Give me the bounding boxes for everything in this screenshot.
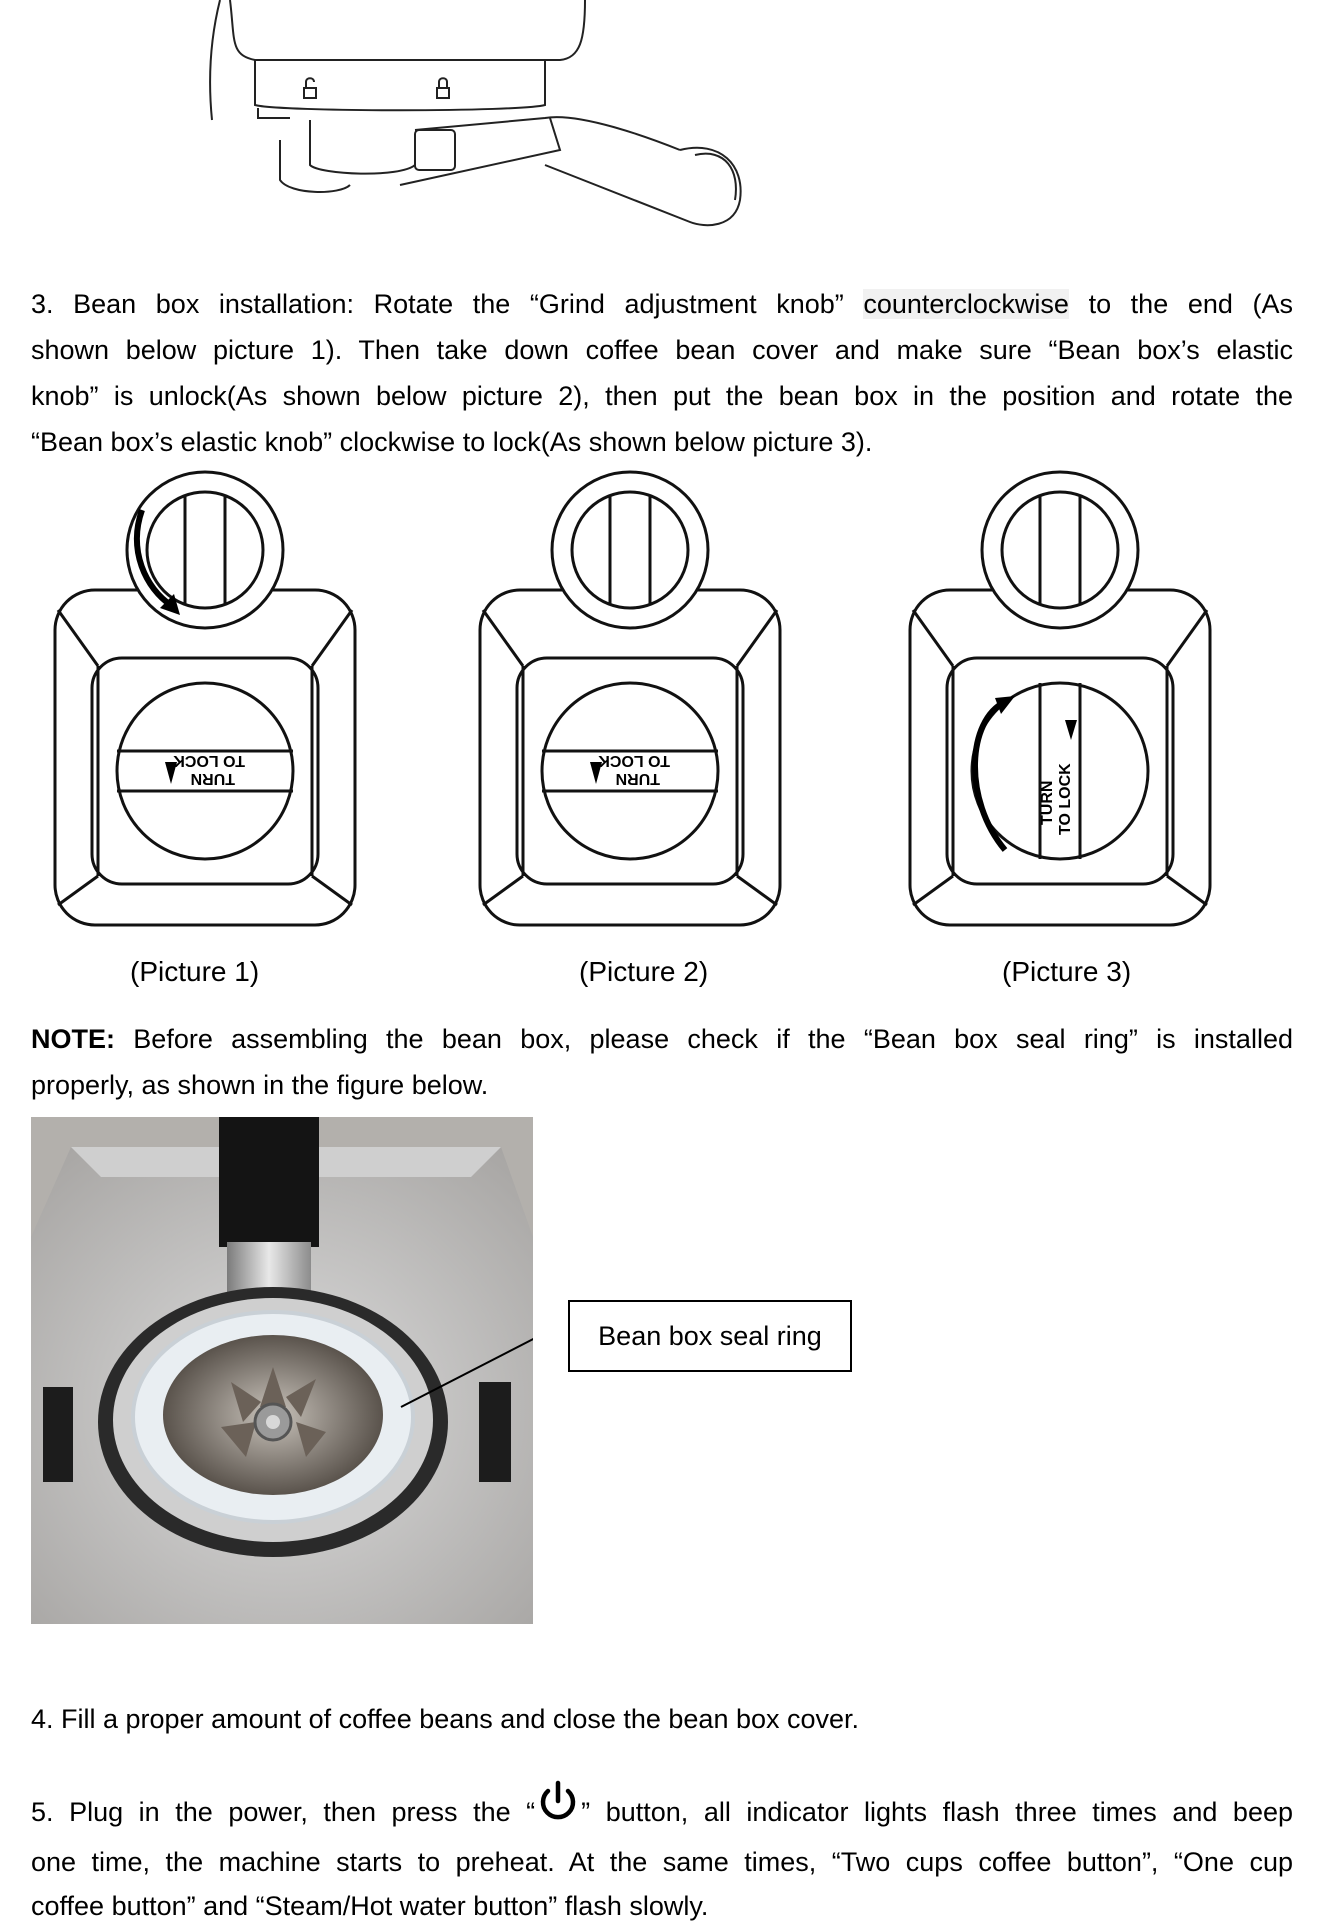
note-line-2: properly, as shown in the figure below.	[31, 1070, 489, 1100]
section-3-line-1: 3. Bean box installation: Rotate the “Grind adjustment knob” counterclockwise to the end (As	[31, 289, 1293, 319]
power-icon	[535, 1779, 581, 1825]
knob-label-line-1: TURN	[190, 770, 235, 787]
section-3-line-3: knob” is unlock(As shown below picture 2), then put the bean box in the position and rotate the	[31, 381, 1293, 411]
diagram-picture-1	[55, 472, 355, 925]
diagram-picture-2	[480, 472, 780, 925]
caption-picture-1: (Picture 1)	[130, 956, 260, 987]
step-5-line-2: one time, the machine starts to preheat. At the same times, “Two cups coffee button”, “One cup	[31, 1847, 1293, 1877]
unlock-icon	[304, 78, 316, 98]
knob-label-line-1: TURN	[1039, 780, 1056, 825]
note-paragraph	[31, 1016, 1293, 1108]
seal-ring-callout: Bean box seal ring	[568, 1300, 852, 1372]
bean-box-diagrams	[40, 470, 1220, 930]
knob-label-line-2: TO LOCK	[598, 752, 670, 769]
step-4	[31, 1696, 1293, 1742]
section-3-line-4: “Bean box’s elastic knob” clockwise to lock(As shown below picture 3).	[31, 427, 873, 457]
note-line-1: NOTE: Before assembling the bean box, please check if the “Bean box seal ring” is installed	[31, 1024, 1293, 1054]
section-3-line-2: shown below picture 1). Then take down coffee bean cover and make sure “Bean box’s elastic	[31, 335, 1293, 365]
note-label: NOTE:	[31, 1024, 115, 1054]
portafilter-illustration	[200, 0, 760, 235]
step-5	[31, 1779, 1293, 1928]
knob-label-line-2: TO LOCK	[1057, 763, 1074, 835]
knob-label-line-2: TO LOCK	[173, 752, 245, 769]
knob-label-line-1: TURN	[615, 770, 660, 787]
step-4-text: 4. Fill a proper amount of coffee beans and close the bean box cover.	[31, 1704, 860, 1734]
step-5-line-1: 5. Plug in the power, then press the “ ” button, all indicator lights flash three times and beep	[31, 1779, 1293, 1840]
bean-box-seal-ring-photo	[31, 1117, 533, 1624]
step-5-line-3: coffee button” and “Steam/Hot water button” flash slowly.	[31, 1891, 709, 1921]
caption-picture-3: (Picture 3)	[1002, 956, 1132, 987]
caption-picture-2: (Picture 2)	[579, 956, 709, 987]
section-3-bean-box-installation	[31, 281, 1293, 465]
diagram-picture-3	[910, 472, 1210, 925]
lock-icon	[437, 78, 449, 98]
highlighted-word: counterclockwise	[863, 289, 1069, 319]
